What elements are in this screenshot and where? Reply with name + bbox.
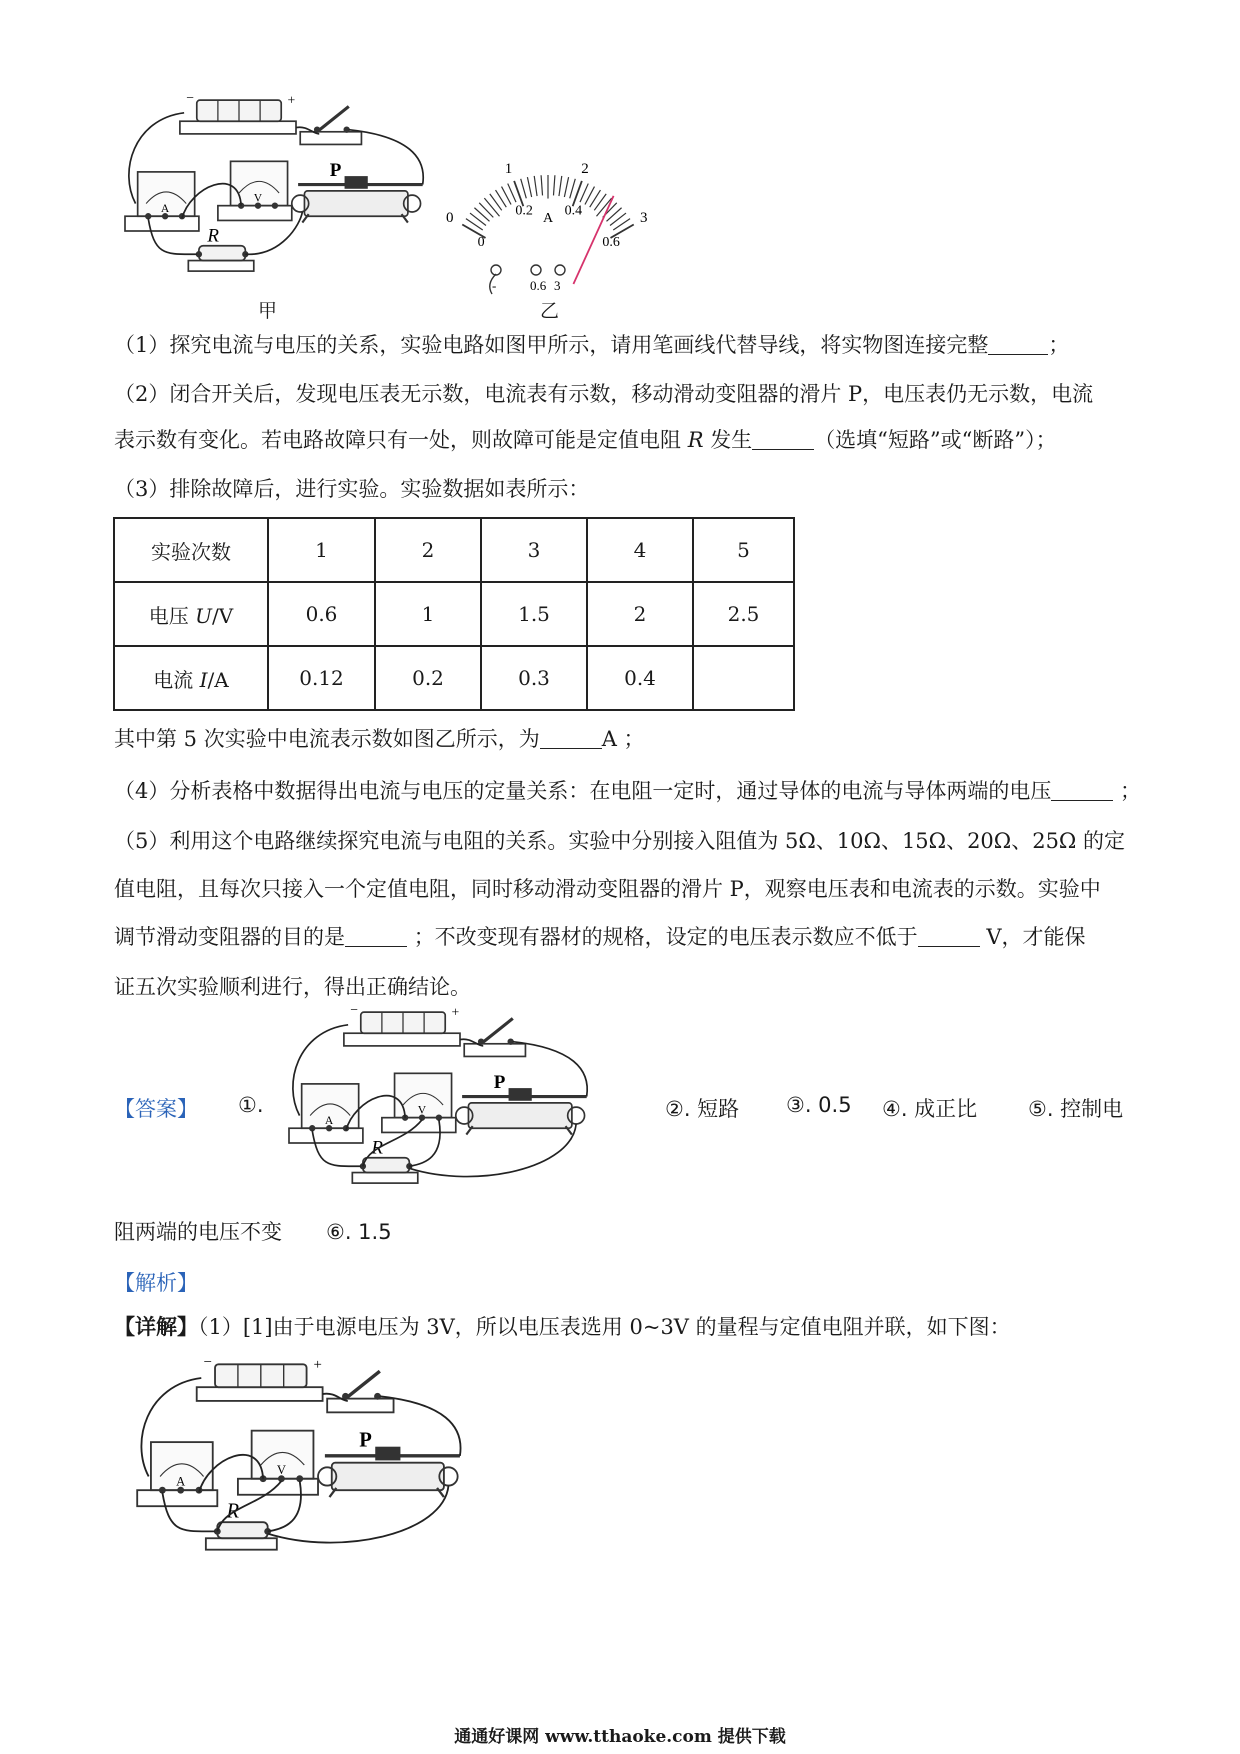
footer: 通通好课网 www.tthaoke.com 提供下载: [454, 1727, 786, 1747]
meter-tick: [607, 208, 622, 222]
table-cell: 0.12: [268, 646, 375, 710]
table-cell: 0.4: [587, 646, 693, 710]
meter-outer-tick-label: 1: [504, 160, 513, 177]
table-cell: 4: [587, 518, 693, 582]
meter-inner-tick-label: 0: [477, 235, 485, 250]
question-4: （4）分析表格中数据得出电流与电压的定量关系：在电阻一定时，通过导体的电流与导体两端的电压 ；: [114, 779, 1142, 803]
resistor-label: R: [207, 225, 219, 247]
table-row: [114, 582, 794, 646]
table-cell: 2.5: [693, 582, 794, 646]
meter-tick: [580, 184, 588, 203]
answer-tag: 【答案】: [114, 1097, 198, 1121]
table-row: [114, 646, 794, 710]
table-cell: 1: [375, 582, 481, 646]
answer-blank-1[interactable]: [988, 334, 1048, 355]
question-2-line1: （2）闭合开关后，发现电压表无示数，电流表有示数，移动滑动变阻器的滑片 P，电压表仍无示数，电流: [114, 382, 1094, 406]
meter-inner-tick-label: 0.4: [564, 203, 583, 219]
table-cell: 0.6: [268, 582, 375, 646]
question-5-line1: （5）利用这个电路继续探究电流与电阻的关系。实验中分别接入阻值为 5Ω、10Ω、15Ω、20Ω、25Ω 的定: [114, 829, 1126, 853]
resistor-label: R: [371, 1137, 383, 1159]
meter-outer-tick-label: 0: [446, 210, 454, 226]
answer-item-1: ①.: [238, 1093, 264, 1117]
answer-item-5: ⑤. 控制电: [1028, 1097, 1124, 1121]
table-cell: 2: [587, 582, 693, 646]
meter-tick: [527, 177, 531, 197]
meter-terminal-label: 3: [554, 278, 561, 293]
analysis-tag: 【解析】: [114, 1271, 198, 1295]
meter-inner-tick-label: 0.2: [515, 203, 533, 219]
meter-tick: [564, 177, 568, 197]
ammeter-dial-yi: [438, 124, 658, 293]
answer-blank-6[interactable]: [918, 926, 980, 947]
meter-inner-tick-label: 0.6: [602, 235, 620, 250]
table-header-cell: 电压 U/V: [114, 582, 268, 646]
question-5-line2: 值电阻，且每次只接入一个定值电阻，同时移动滑动变阻器的滑片 P，观察电压表和电流表的示数。实验中: [114, 877, 1101, 901]
table-cell: 5: [693, 518, 794, 582]
meter-terminal: [555, 265, 565, 275]
meter-tick: [541, 175, 542, 195]
table-header-cell: 实验次数: [114, 518, 268, 582]
meter-unit-label: A: [543, 211, 554, 226]
table-cell: 3: [481, 518, 587, 582]
table-cell: [693, 646, 794, 710]
circuit-diagram-answer: [266, 1010, 616, 1200]
meter-tick: [474, 208, 489, 222]
answer-item-3: ③. 0.5: [786, 1093, 852, 1117]
circuit-diagram-jia: [112, 98, 442, 288]
meter-terminal-label: -: [492, 278, 497, 293]
meter-terminal: [531, 265, 541, 275]
label-yi: 乙: [540, 300, 560, 322]
answer-blank-3[interactable]: [540, 728, 602, 749]
question-1: （1）探究电流与电压的关系，实验电路如图甲所示，请用笔画线代替导线，将实物图连接完整 ；: [114, 333, 1070, 357]
meter-terminal-label: 0.6: [530, 278, 547, 293]
question-2-line2: 表示数有变化。若电路故障只有一处，则故障可能是定值电阻 R 发生 （选填“短路”或“断路”）；: [114, 428, 1057, 452]
meter-tick: [521, 179, 527, 198]
answer-line2: 阻两端的电压不变 ⑥. 1.5: [114, 1220, 392, 1244]
question-5-line4: 证五次实验顺利进行，得出正确结论。: [114, 975, 471, 999]
slider-label: P: [493, 1072, 506, 1094]
meter-terminal: [491, 265, 501, 275]
meter-tick: [570, 179, 576, 198]
table-cell: 0.3: [481, 646, 587, 710]
table-header-cell: 电流 I/A: [114, 646, 268, 710]
question-3-reading: 其中第 5 次实验中电流表示数如图乙所示，为 A ；: [114, 727, 645, 751]
meter-tick: [484, 198, 499, 216]
meter-tick: [534, 176, 537, 196]
slider-label: P: [329, 160, 342, 182]
slider-label: P: [359, 1429, 372, 1452]
answer-blank-2[interactable]: [752, 429, 814, 450]
table-cell: 0.2: [375, 646, 481, 710]
table-row: [114, 518, 794, 582]
table-cell: 1: [268, 518, 375, 582]
detail-text: 【详解】（1）[1]由于电源电压为 3V，所以电压表选用 0~3V 的量程与定值电阻并联，如下图：: [114, 1314, 1011, 1339]
circuit-diagram-detail: [112, 1362, 492, 1568]
resistor-label: R: [226, 1500, 240, 1523]
table-cell: 1.5: [481, 582, 587, 646]
meter-tick: [508, 184, 516, 203]
data-table: [113, 517, 795, 711]
question-3: （3）排除故障后，进行实验。实验数据如表所示：: [114, 477, 590, 501]
answer-blank-5[interactable]: [345, 926, 407, 947]
label-jia: 甲: [258, 300, 278, 322]
meter-tick: [553, 175, 554, 195]
meter-tick: [479, 203, 493, 218]
question-5-line3: 调节滑动变阻器的目的是 ；不改变现有器材的规格，设定的电压表示数应不低于 V，才能保: [114, 925, 1086, 949]
meter-tick: [559, 176, 562, 196]
answer-blank-4[interactable]: [1051, 780, 1113, 801]
meter-outer-tick-label: 3: [639, 210, 648, 226]
table-cell: 2: [375, 518, 481, 582]
meter-outer-tick-label: 2: [581, 160, 589, 177]
answer-item-4: ④. 成正比: [882, 1097, 978, 1121]
answer-item-2: ②. 短路: [665, 1097, 740, 1121]
